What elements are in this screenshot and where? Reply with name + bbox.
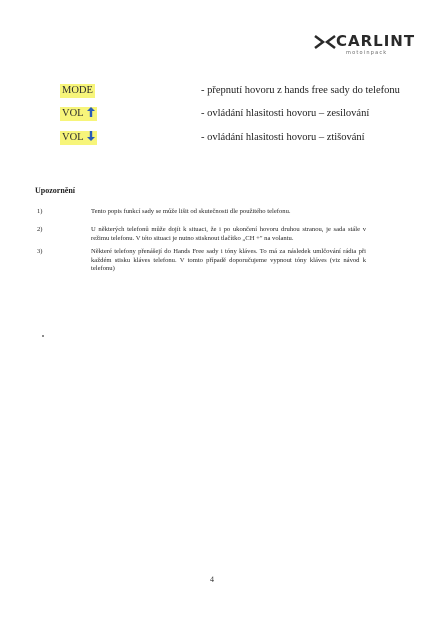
warnings-title: Upozornění [35, 186, 75, 195]
warning-text: Tento popis funkcí sady se může lišit od skutečnosti dle použitého telefonu. [91, 208, 291, 215]
warning-number: 1) [37, 208, 43, 215]
down-arrow-icon [87, 131, 95, 141]
stray-mark [42, 335, 44, 337]
logo-text: CARLINT [336, 32, 416, 50]
row-description: - ovládání hlasitosti hovoru – ztišování [201, 132, 365, 143]
row-mode [60, 84, 400, 98]
row-vol-up [60, 107, 400, 121]
row-description: - ovládání hlasitosti hovoru – zesilování [201, 108, 370, 119]
row-vol-down [60, 131, 400, 145]
key-label-mode: MODE [62, 85, 93, 96]
warning-number: 2) [37, 226, 43, 233]
warning-text: U některých telefonů může dojít k situaci, že i po ukončení hovoru druhou stranou, je sada stále v režimu telefonu. V této situaci je nutno stisknout tlačítko „CH +" na volantu. [91, 226, 366, 242]
row-description: - přepnutí hovoru z hands free sady do telefonu [201, 85, 400, 96]
warning-text: Některé telefony přenášejí do Hands Free sady i tóny kláves. To má za následek umlčování rádia při každém stisku kláves telefonu. V tomto případě doporučujeme vypnout tóny kláves (viz návod k telefonu) [91, 248, 366, 273]
logo-subtitle: motoinpack [346, 50, 388, 56]
up-arrow-icon [87, 107, 95, 117]
brand-logo [312, 32, 416, 62]
warning-number: 3) [37, 248, 43, 255]
page-number: 4 [210, 575, 214, 584]
key-label-vol-down: VOL [60, 131, 97, 145]
key-label-vol-up: VOL [60, 107, 97, 121]
logo-mark-icon [312, 34, 338, 50]
